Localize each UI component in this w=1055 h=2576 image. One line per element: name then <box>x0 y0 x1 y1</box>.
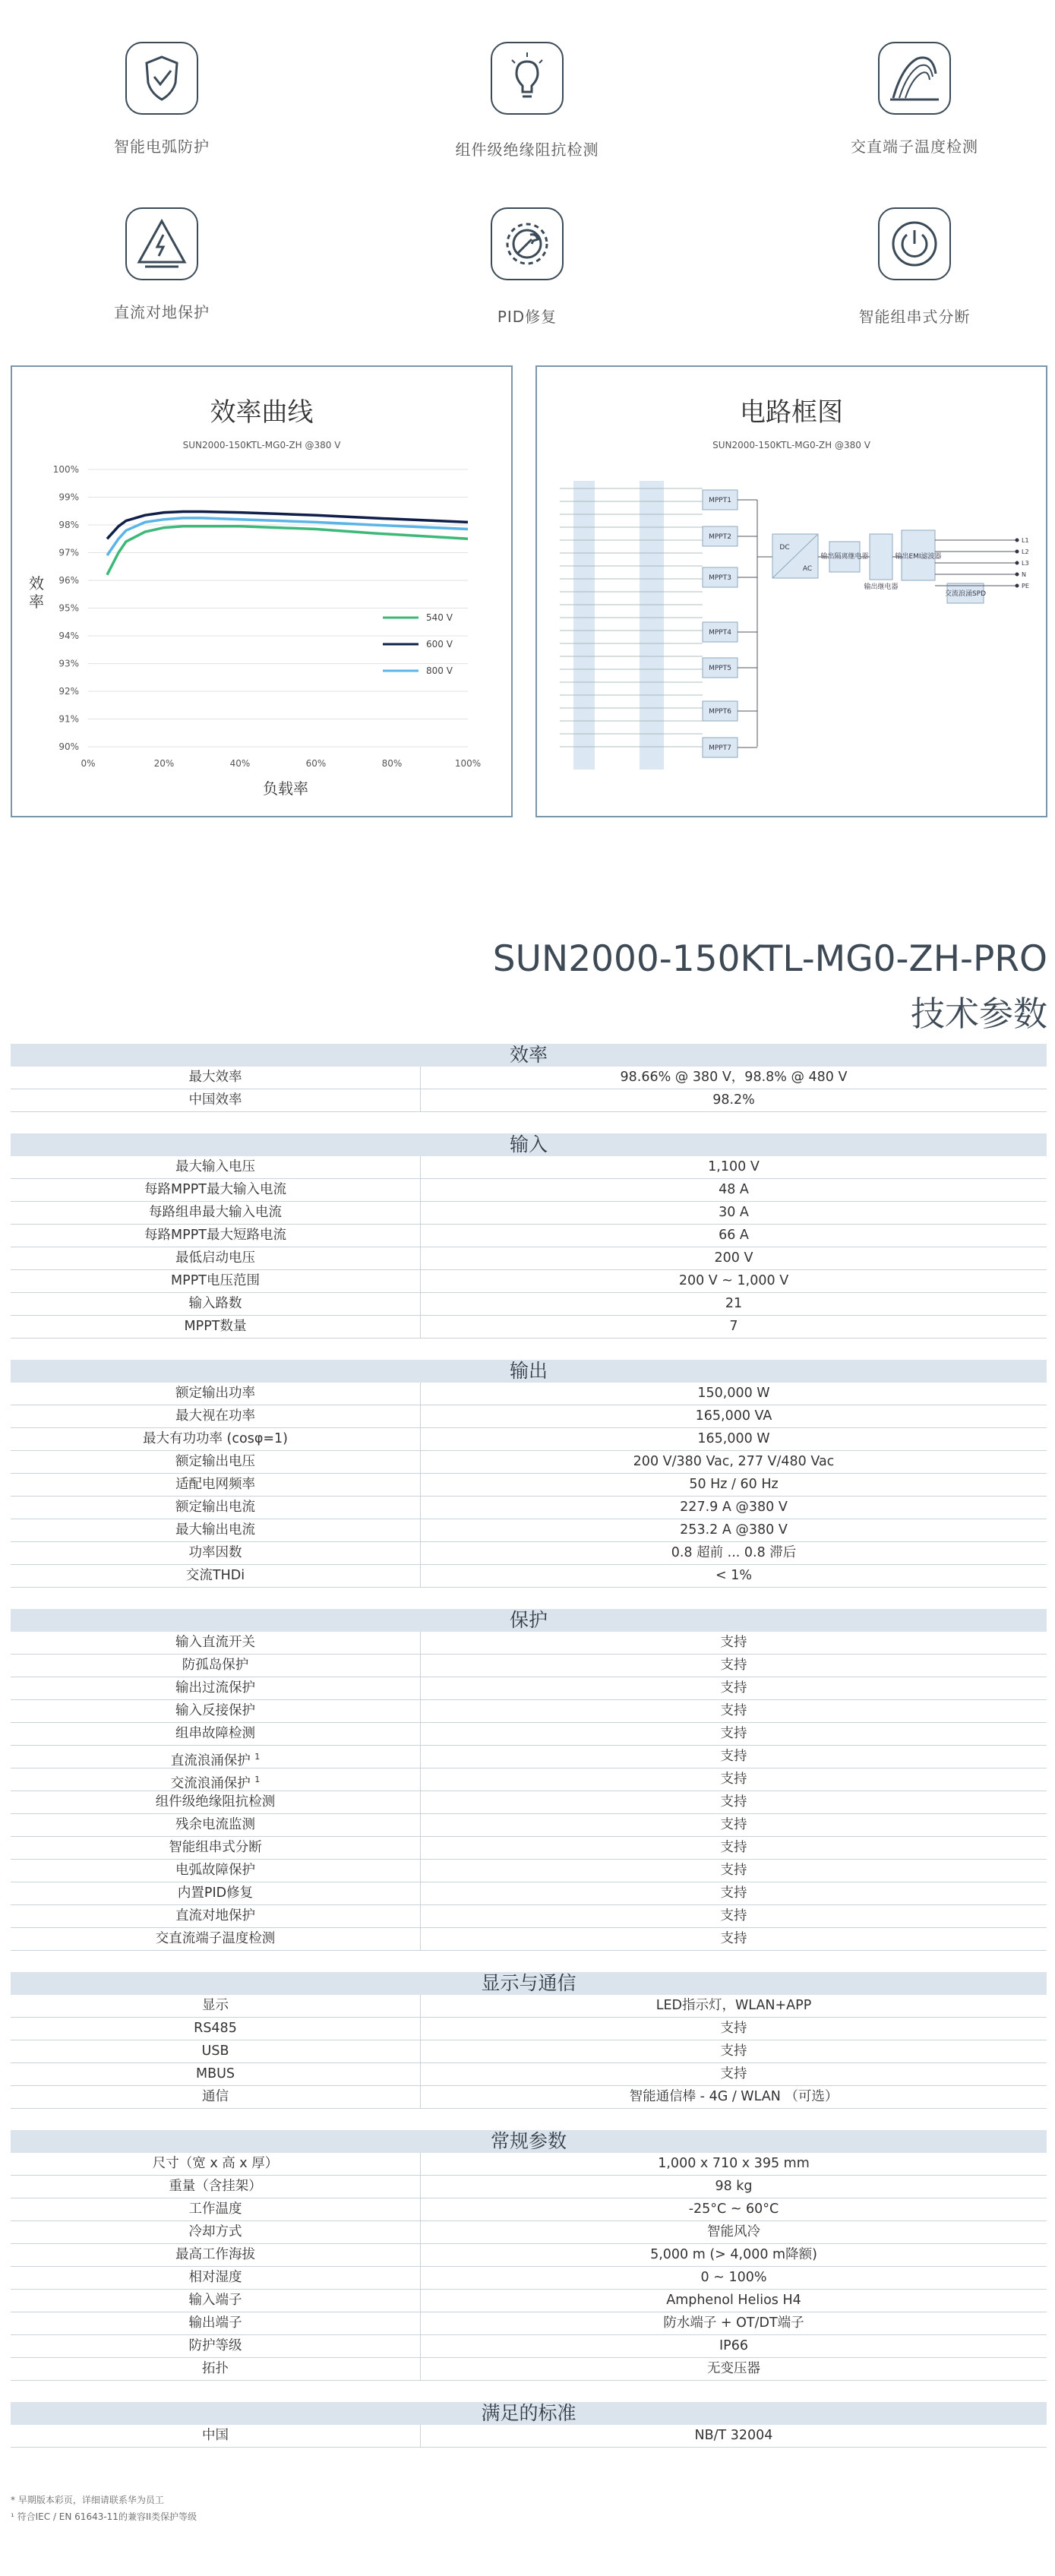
spec-value: 支持 <box>720 1658 747 1673</box>
spec-key-text: 显示 <box>202 1998 229 2013</box>
efficiency-subtitle: SUN2000-150KTL-MG0-ZH @380 V <box>182 440 341 450</box>
spec-row <box>11 2086 1047 2109</box>
lightbulb-icon <box>491 42 564 115</box>
spec-value: 支持 <box>720 1749 747 1764</box>
spec-row <box>11 1428 1047 1451</box>
spec-key-text: 最低启动电压 <box>175 1250 255 1266</box>
spec-key-text: 中国效率 <box>188 1092 242 1108</box>
spec-key <box>11 1655 421 1677</box>
output-terminal <box>1016 573 1019 577</box>
feature-label: 智能电弧防护 <box>114 137 210 156</box>
output-relay-block <box>870 534 892 580</box>
y-tick-label: 94% <box>58 631 79 641</box>
spec-value: 无变压器 <box>707 2361 760 2376</box>
feature-label: 组件级绝缘阻抗检测 <box>455 141 599 159</box>
y-tick-label: 100% <box>52 464 79 475</box>
spec-value: 253.2 A @380 V <box>680 1522 788 1538</box>
spec-row <box>11 1723 1047 1746</box>
spec-value: 150,000 W <box>697 1386 770 1401</box>
spd-label: 交流浪涌SPD <box>944 590 987 598</box>
feature-label: PID修复 <box>497 308 558 326</box>
x-tick-label: 80% <box>381 758 403 769</box>
spec-key-text: RS485 <box>194 2021 237 2036</box>
spec-value: 98 kg <box>715 2179 753 2194</box>
spec-row <box>11 1293 1047 1316</box>
spec-value: 30 A <box>719 1205 749 1220</box>
feature-label: 直流对地保护 <box>114 303 210 321</box>
gear-wrench-icon <box>491 207 564 280</box>
spec-key-text: 每路组串最大输入电流 <box>149 1205 282 1220</box>
spec-value: 支持 <box>720 1680 747 1696</box>
spec-key <box>11 1677 421 1699</box>
output-terminal <box>1016 539 1019 542</box>
spec-key-text: 尺寸（宽 x 高 x 厚） <box>152 2156 279 2171</box>
spec-value: 支持 <box>720 2066 747 2081</box>
spec-value: 防水端子 + OT/DT端子 <box>663 2315 804 2331</box>
spec-key <box>11 2040 421 2062</box>
spec-row <box>11 1519 1047 1542</box>
footnotes <box>11 2492 197 2525</box>
spec-key <box>11 1179 421 1201</box>
spec-key-text: 电弧故障保护 <box>175 1863 255 1878</box>
spec-row <box>11 1746 1047 1768</box>
spec-key <box>11 2335 421 2357</box>
spec-key-text: 防护等级 <box>188 2338 242 2353</box>
spec-row <box>11 2335 1047 2358</box>
spec-row <box>11 2358 1047 2381</box>
spec-row <box>11 1247 1047 1270</box>
spec-value: 支持 <box>720 1840 747 1855</box>
spec-key <box>11 2198 421 2220</box>
spec-key-text: 中国 <box>202 2428 229 2443</box>
y-tick-label: 90% <box>58 741 79 752</box>
spec-key-text: 工作温度 <box>188 2201 242 2217</box>
spec-value: 支持 <box>720 1635 747 1650</box>
legend-label: 800 V <box>426 665 453 676</box>
spec-value: Amphenol Helios H4 <box>666 2293 801 2308</box>
spec-row <box>11 1542 1047 1565</box>
spec-key <box>11 2153 421 2175</box>
spec-key <box>11 1542 421 1564</box>
x-axis-label: 负载率 <box>263 779 308 798</box>
spec-key-text: 输入直流开关 <box>175 1635 255 1650</box>
spec-key <box>11 1293 421 1315</box>
spec-key-text: 重量（含挂架） <box>169 2179 262 2194</box>
section-title: 常规参数 <box>11 2130 1047 2153</box>
spec-value: 支持 <box>720 1885 747 1901</box>
output-relay-label: 输出继电器 <box>864 583 899 591</box>
spec-key-text: 相对湿度 <box>188 2270 242 2285</box>
y-tick-label: 97% <box>58 547 79 558</box>
spec-row <box>11 1565 1047 1588</box>
spec-key-text: 交流THDi <box>185 1568 245 1583</box>
circuit-diagram <box>537 367 1046 816</box>
section-title: 保护 <box>11 1609 1047 1632</box>
spec-key <box>11 1723 421 1745</box>
x-tick-label: 20% <box>153 758 175 769</box>
spec-value: 支持 <box>720 1931 747 1946</box>
spec-key-text: 最大效率 <box>188 1070 242 1085</box>
warning-triangle-icon <box>125 207 198 280</box>
spec-value: 200 V ~ 1,000 V <box>678 1273 789 1288</box>
spec-row <box>11 2153 1047 2176</box>
spec-row <box>11 1497 1047 1519</box>
spec-value: 7 <box>729 1319 738 1334</box>
spec-row <box>11 1451 1047 1474</box>
feature-dc-ground <box>2 207 321 322</box>
spec-key-text: 拓扑 <box>202 2361 229 2376</box>
ac-label: AC <box>802 565 813 573</box>
output-label: PE <box>1022 583 1029 589</box>
spec-key <box>11 2063 421 2085</box>
spec-row <box>11 1768 1047 1791</box>
spec-key-text: 智能组串式分断 <box>169 1840 262 1855</box>
spec-value: 1,000 x 710 x 395 mm <box>658 2156 810 2171</box>
spec-table <box>11 1044 1047 2448</box>
spec-section <box>11 1609 1047 1951</box>
x-tick-label: 100% <box>454 758 482 769</box>
spec-value: 21 <box>725 1296 743 1311</box>
legend-label: 600 V <box>426 639 453 650</box>
spec-key-text: 通信 <box>202 2089 229 2104</box>
spec-key-text: 额定输出功率 <box>175 1386 255 1401</box>
footnote: ¹ 符合IEC / EN 61643-11的兼容II类保护等级 <box>11 2511 197 2522</box>
spec-value: 200 V/380 Vac, 277 V/480 Vac <box>633 1454 835 1469</box>
spec-key-text: 最大视在功率 <box>175 1408 255 1424</box>
spec-value: 支持 <box>720 1863 747 1878</box>
spec-row <box>11 2244 1047 2267</box>
y-axis-label: 率 <box>29 593 44 611</box>
y-tick-label: 91% <box>58 713 79 725</box>
spec-key <box>11 2290 421 2312</box>
spec-value: 227.9 A @380 V <box>680 1500 788 1515</box>
spec-section <box>11 1360 1047 1588</box>
spec-key-text: USB <box>201 2043 229 2059</box>
spec-row <box>11 2040 1047 2063</box>
spec-key-text: 交直流端子温度检测 <box>155 1931 276 1946</box>
spec-key <box>11 1928 421 1950</box>
spec-key <box>11 1768 421 1791</box>
spec-key-text: 组串故障检测 <box>175 1726 255 1741</box>
spec-key-text: MPPT电压范围 <box>171 1273 260 1288</box>
spec-value: 支持 <box>720 2021 747 2036</box>
output-terminal <box>1016 561 1019 565</box>
footnote: * 早期版本彩页，详细请联系华为员工 <box>11 2495 164 2505</box>
spec-key <box>11 2358 421 2380</box>
spec-key <box>11 2244 421 2266</box>
feature-insulation-detect <box>368 42 687 160</box>
spec-value: -25°C ~ 60°C <box>688 2201 779 2217</box>
spec-key <box>11 1383 421 1405</box>
spec-value: < 1% <box>715 1568 752 1583</box>
spec-key-text: 残余电流监测 <box>175 1817 255 1832</box>
mppt-label: MPPT3 <box>709 574 731 582</box>
y-axis-label: 效 <box>29 574 44 593</box>
spec-key-text: 防孤岛保护 <box>182 1658 249 1673</box>
spec-key <box>11 1860 421 1882</box>
spec-value: 66 A <box>719 1228 749 1243</box>
spec-key <box>11 2176 421 2198</box>
spec-row <box>11 1677 1047 1700</box>
y-tick-label: 93% <box>58 658 79 669</box>
power-circle-icon <box>878 207 951 280</box>
spec-section <box>11 2130 1047 2381</box>
feature-temperature-detect <box>755 42 1055 156</box>
y-tick-label: 95% <box>58 602 79 614</box>
spec-value: LED指示灯，WLAN+APP <box>655 1998 812 2013</box>
spec-key-text: 交流浪涌保护 <box>170 1775 251 1791</box>
spec-row <box>11 1067 1047 1089</box>
temperature-curve-icon <box>878 42 951 115</box>
spec-row <box>11 1814 1047 1837</box>
spec-row <box>11 1791 1047 1814</box>
feature-string-disconnect <box>755 207 1055 327</box>
spec-row <box>11 1882 1047 1905</box>
spec-key <box>11 2312 421 2334</box>
output-label: N <box>1022 571 1026 578</box>
spec-value: 支持 <box>720 1726 747 1741</box>
spec-key-text: 直流浪涌保护 <box>170 1753 251 1768</box>
output-terminal <box>1016 550 1019 554</box>
spec-row <box>11 1837 1047 1860</box>
feature-arc-protection <box>2 42 321 156</box>
feature-icons <box>0 0 1055 334</box>
input-strip <box>573 481 595 770</box>
spec-key <box>11 1405 421 1427</box>
mppt-label: MPPT5 <box>709 665 731 672</box>
circuit-title: 电路框图 <box>740 397 843 428</box>
spec-key-text: 输入端子 <box>188 2293 242 2308</box>
spec-key <box>11 1519 421 1541</box>
footnote-marker: 1 <box>254 1775 261 1784</box>
spec-row <box>11 1905 1047 1928</box>
spec-key <box>11 1837 421 1859</box>
spec-key <box>11 1814 421 1836</box>
spec-row <box>11 1383 1047 1405</box>
mppt-label: MPPT4 <box>709 629 731 637</box>
spec-row <box>11 2221 1047 2244</box>
spec-key <box>11 1156 421 1178</box>
spec-key <box>11 1202 421 1224</box>
efficiency-chart <box>12 367 511 816</box>
spec-row <box>11 1179 1047 1202</box>
x-tick-label: 40% <box>229 758 251 769</box>
spec-key-text: 内置PID修复 <box>177 1885 254 1901</box>
spec-key-text: 输出过流保护 <box>175 1680 255 1696</box>
spec-value: NB/T 32004 <box>694 2428 773 2443</box>
spec-row <box>11 2290 1047 2312</box>
model-name: SUN2000-150KTL-MG0-ZH-PRO <box>492 938 1047 980</box>
output-label: L3 <box>1022 560 1029 567</box>
spec-key-text: 最大输出电流 <box>175 1522 255 1538</box>
spec-key <box>11 1497 421 1519</box>
spec-value: 支持 <box>720 1908 747 1923</box>
spec-key <box>11 1270 421 1292</box>
spec-row <box>11 1405 1047 1428</box>
spec-row <box>11 1474 1047 1497</box>
spec-key <box>11 1225 421 1247</box>
spec-value: 支持 <box>720 2043 747 2059</box>
y-tick-label: 92% <box>58 686 79 697</box>
y-tick-label: 96% <box>58 575 79 586</box>
spec-value: 5,000 m (> 4,000 m降额) <box>650 2247 817 2262</box>
spec-key <box>11 2425 421 2447</box>
spec-key-text: MPPT数量 <box>184 1319 247 1334</box>
spec-title: 技术参数 <box>910 994 1047 1034</box>
spec-row <box>11 2063 1047 2086</box>
section-title: 输入 <box>11 1133 1047 1156</box>
spec-key <box>11 2018 421 2040</box>
spec-key-text: 最大有功功率 (cosφ=1) <box>142 1431 288 1446</box>
spec-key <box>11 1746 421 1768</box>
spec-value: 200 V <box>714 1250 753 1266</box>
spec-value: 165,000 W <box>697 1431 770 1446</box>
feature-label: 交直端子温度检测 <box>851 137 978 156</box>
dc-label: DC <box>779 544 790 552</box>
spec-key <box>11 1882 421 1904</box>
spec-key <box>11 2086 421 2108</box>
spec-row <box>11 1700 1047 1723</box>
series-line-540V <box>107 526 468 575</box>
spec-key-text: 每路MPPT最大短路电流 <box>144 1228 286 1243</box>
shield-check-icon <box>125 42 198 115</box>
mppt-label: MPPT7 <box>709 744 731 752</box>
spec-key <box>11 1474 421 1496</box>
isolation-relay-label: 输出隔离继电器 <box>820 553 869 561</box>
spec-key-text: 冷却方式 <box>188 2224 242 2239</box>
mppt-label: MPPT2 <box>709 533 731 541</box>
feature-label: 智能组串式分断 <box>858 308 971 326</box>
spec-row <box>11 2018 1047 2040</box>
spec-key <box>11 1247 421 1269</box>
mppt-label: MPPT6 <box>709 708 731 716</box>
spec-row <box>11 2176 1047 2198</box>
spec-value: 支持 <box>720 1772 747 1787</box>
spec-value: 智能风冷 <box>707 2224 760 2239</box>
spec-key <box>11 1428 421 1450</box>
spec-key <box>11 1791 421 1813</box>
feature-pid-repair <box>368 207 687 327</box>
section-title: 显示与通信 <box>11 1972 1047 1995</box>
spec-key <box>11 1451 421 1473</box>
spec-value: 48 A <box>719 1182 749 1197</box>
spec-key-text: MBUS <box>195 2066 235 2081</box>
spec-section <box>11 2402 1047 2448</box>
spec-key-text: 最高工作海拔 <box>175 2247 255 2262</box>
spec-row <box>11 1225 1047 1247</box>
spec-value: 1,100 V <box>708 1159 760 1174</box>
spec-row <box>11 1632 1047 1655</box>
spec-row <box>11 2425 1047 2448</box>
section-title: 满足的标准 <box>11 2402 1047 2425</box>
input-strip <box>640 481 664 770</box>
circuit-panel <box>535 365 1047 817</box>
spec-key-text: 额定输出电流 <box>175 1500 255 1515</box>
efficiency-title: 效率曲线 <box>210 397 314 428</box>
y-tick-label: 99% <box>58 491 79 503</box>
spec-key <box>11 1316 421 1338</box>
spec-key-text: 额定输出电压 <box>175 1454 255 1469</box>
spec-row <box>11 2312 1047 2335</box>
spec-key <box>11 1565 421 1587</box>
section-title: 效率 <box>11 1044 1047 1067</box>
x-tick-label: 60% <box>305 758 327 769</box>
spec-key-text: 功率因数 <box>188 1545 242 1560</box>
spec-row <box>11 1202 1047 1225</box>
spec-value: 支持 <box>720 1703 747 1718</box>
spec-key <box>11 2267 421 2289</box>
spec-key-text: 每路MPPT最大输入电流 <box>144 1182 286 1197</box>
spec-key <box>11 1632 421 1654</box>
output-label: L2 <box>1022 548 1029 555</box>
efficiency-panel <box>11 365 513 817</box>
spec-key <box>11 1995 421 2017</box>
spec-key <box>11 1700 421 1722</box>
spec-value: 0.8 超前 ... 0.8 滞后 <box>671 1545 797 1560</box>
spec-value: 0 ~ 100% <box>700 2270 767 2285</box>
spec-key-text: 适配电网频率 <box>175 1477 255 1492</box>
output-terminal <box>1016 584 1019 588</box>
spec-row <box>11 1928 1047 1951</box>
spec-key <box>11 2221 421 2243</box>
spec-row <box>11 1995 1047 2018</box>
spec-row <box>11 1089 1047 1112</box>
spec-key-text: 输入反接保护 <box>175 1703 255 1718</box>
spec-value: 智能通信棒 - 4G / WLAN （可选） <box>629 2089 839 2104</box>
spec-value: 98.2% <box>712 1092 755 1108</box>
spec-value: 支持 <box>720 1817 747 1832</box>
spec-key <box>11 1067 421 1089</box>
spec-row <box>11 1270 1047 1293</box>
spec-row <box>11 1860 1047 1882</box>
spec-value: 165,000 VA <box>695 1408 772 1424</box>
legend-label: 540 V <box>426 612 453 623</box>
mppt-label: MPPT1 <box>709 497 731 504</box>
spec-key <box>11 1089 421 1111</box>
spec-row <box>11 1655 1047 1677</box>
spec-row <box>11 1156 1047 1179</box>
spec-section <box>11 1133 1047 1339</box>
x-tick-label: 0% <box>81 758 96 769</box>
output-label: L1 <box>1022 537 1029 544</box>
spec-key-text: 输入路数 <box>188 1296 242 1311</box>
emi-filter-label: 输出EMI滤波器 <box>895 553 942 561</box>
spec-value: 98.66% @ 380 V，98.8% @ 480 V <box>620 1070 848 1085</box>
footnote-marker: 1 <box>254 1752 261 1762</box>
spec-key-text: 最大输入电压 <box>175 1159 255 1174</box>
section-title: 输出 <box>11 1360 1047 1383</box>
spec-key-text: 组件级绝缘阻抗检测 <box>155 1794 276 1810</box>
spec-section <box>11 1044 1047 1112</box>
spec-row <box>11 2267 1047 2290</box>
spec-value: 支持 <box>720 1794 747 1810</box>
y-tick-label: 98% <box>58 520 79 530</box>
circuit-subtitle: SUN2000-150KTL-MG0-ZH @380 V <box>712 440 870 450</box>
spec-value: 50 Hz / 60 Hz <box>689 1477 779 1492</box>
spec-section <box>11 1972 1047 2109</box>
spec-value: IP66 <box>719 2338 748 2353</box>
spec-row <box>11 1316 1047 1339</box>
spec-key-text: 直流对地保护 <box>175 1908 255 1923</box>
spec-row <box>11 2198 1047 2221</box>
spec-key-text: 输出端子 <box>188 2315 242 2331</box>
spec-key <box>11 1905 421 1927</box>
